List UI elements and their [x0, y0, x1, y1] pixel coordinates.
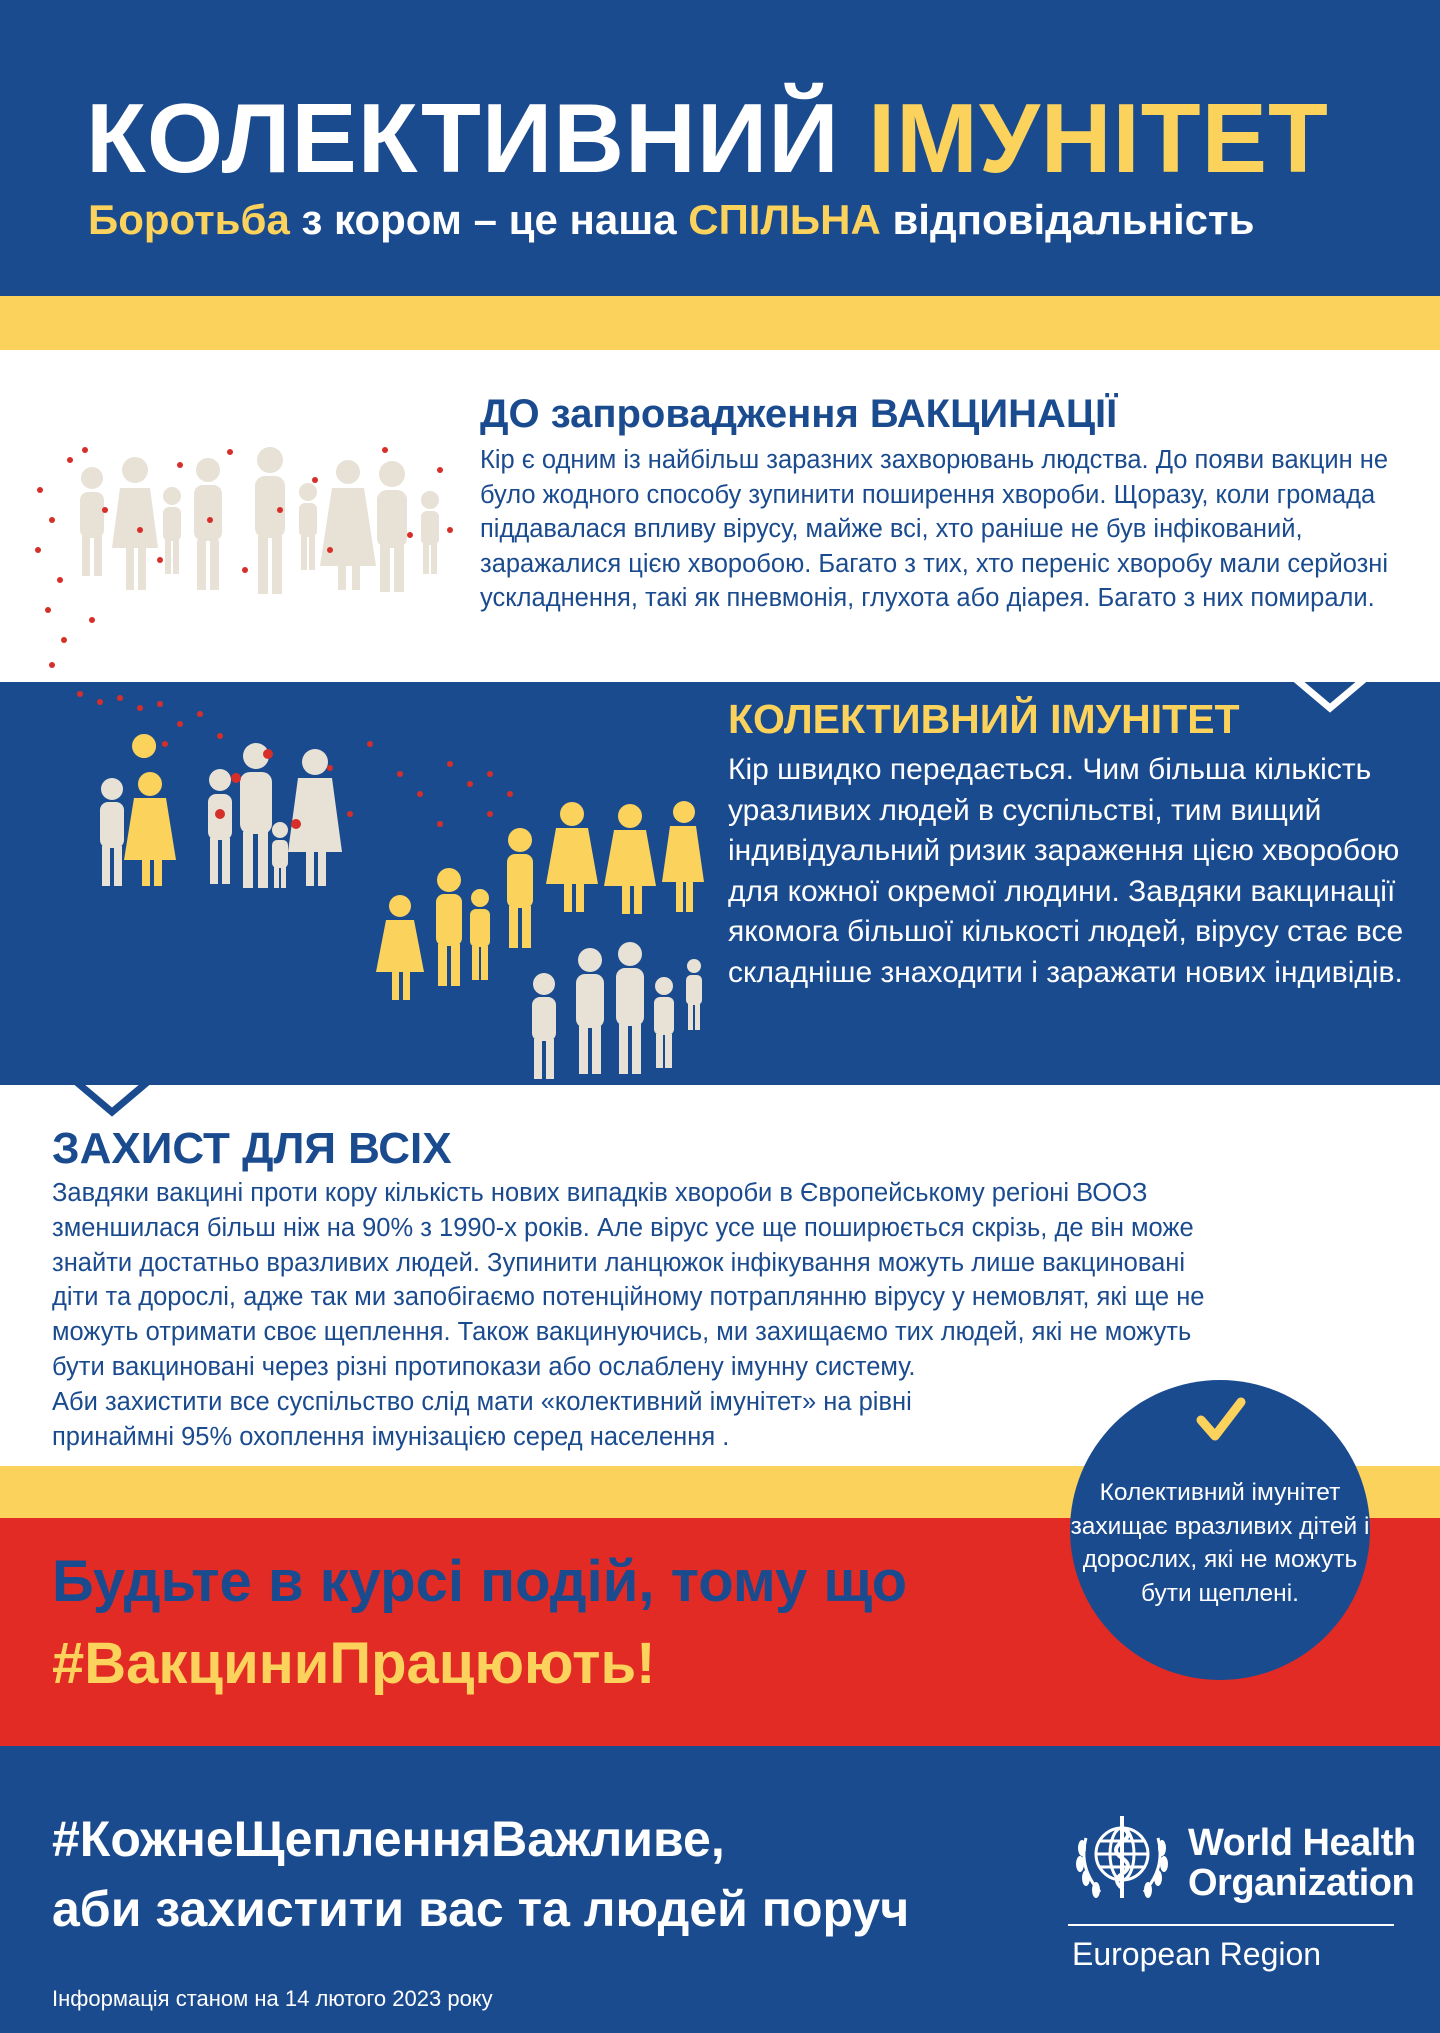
who-region-label: European Region [1072, 1936, 1322, 1972]
title-part-2: ІМУНІТЕТ [867, 83, 1329, 193]
person-figure [299, 483, 317, 570]
subtitle-part-2: з кором – це наша [289, 196, 689, 243]
subtitle-part-1: Боротьба [88, 196, 290, 243]
protected-group [532, 942, 702, 1079]
herd-immunity-illustration [70, 684, 710, 1084]
cta-line-1: Будьте в курсі подій, тому що [52, 1549, 908, 1614]
person-figure [80, 467, 104, 576]
person-figure [320, 460, 376, 590]
page-title [86, 82, 1329, 195]
subtitle-part-4: відповідальність [880, 196, 1255, 243]
chevron-down-icon [1288, 672, 1372, 716]
text-line: Аби захистити все суспільство слід мати «колективний імунітет» на рівні [52, 1387, 912, 1416]
who-emblem-icon [1064, 1808, 1180, 1908]
footer-date-note: Інформація станом на 14 лютого 2023 року [52, 1986, 493, 2011]
section-herd-text: Кір швидко передається. Чим більша кількість уразливих людей в суспільстві, тим вищий індивідуальний ризик зараження цією хворобою для кожної окремої людини. Завдяки вакцинації якомога більшої кількості людей, вірусу стає все складніше знаходити і заражати нових індивідів. [728, 753, 1404, 989]
who-logo-text-line-1: World Health [1188, 1822, 1416, 1864]
chevron-down-icon [70, 1076, 154, 1120]
person-figure [377, 461, 407, 592]
who-logo-text-line-2: Organization [1188, 1862, 1415, 1904]
section-herd-heading: КОЛЕКТИВНИЙ ІМУНІТЕТ [728, 696, 1240, 742]
text-line: принаймні 95% охоплення імунізацією серед населення . [52, 1422, 730, 1451]
person-figure [163, 487, 181, 574]
text-line: можуть отримати своє щеплення. Також вакцинуючись, ми захищаємо тих людей, які не можуть [52, 1318, 1192, 1347]
section-protect-heading: ЗАХИСТ ДЛЯ ВСІХ [52, 1124, 452, 1173]
title-part-1: КОЛЕКТИВНИЙ [86, 83, 840, 193]
section-before-heading: ДО запровадження ВАКЦИНАЦІЇ [480, 392, 1118, 436]
person-figure [421, 491, 439, 574]
cta-hashtag: #ВакциниПрацюють! [52, 1631, 656, 1696]
crowd-before-vaccination-illustration [30, 440, 460, 680]
person-figure [194, 458, 222, 590]
footer-tagline: аби захистити вас та людей поруч [52, 1881, 910, 1937]
text-line: знайти достатньо вразливих людей. Зупинити ланцюжок інфікування можуть лише вакциновані [52, 1248, 1186, 1277]
person-figure [255, 447, 285, 594]
person-figure [112, 457, 158, 590]
who-logo-divider [1068, 1924, 1394, 1926]
checkmark-icon [1195, 1394, 1247, 1446]
text-line: Завдяки вакцині проти кору кількість нових випадків хвороби в Європейському регіоні ВООЗ [52, 1179, 1148, 1207]
callout-text: Колективний імунітет захищає вразливих дітей і дорослих, які не можуть бути щеплені. [1070, 1479, 1370, 1607]
text-line: бути вакциновані через різні протипокази або ослаблену імунну систему. [52, 1352, 916, 1381]
yellow-divider-top [0, 296, 1440, 350]
footer-hashtag: #КожнеЩепленняВажливе, [52, 1811, 725, 1867]
text-line: діти та дорослі, адже так ми запобігаємо потенційному потраплянню вірусу у немовлят, які ще не [52, 1283, 1205, 1312]
text-line: зменшилася більш ніж на 90% з 1990-х років. Але вірус усе ще поширюється скрізь, де він може [52, 1213, 1194, 1242]
subtitle-part-3: СПІЛЬНА [688, 196, 881, 243]
page-subtitle [88, 196, 1254, 244]
section-before-text: Кір є одним із найбільш заразних захворювань людства. До появи вакцин не було жодного способу зупинити поширення хвороби. Щоразу, коли громада піддавалася впливу вірусу, майже всі, хто раніше не був інфікований, заражалися цією хворобою. Багато з тих, хто переніс хворобу мали серйозні ускладнення, такі як пневмонія, глухота або діарея. Багато з них помирали. [480, 446, 1389, 612]
